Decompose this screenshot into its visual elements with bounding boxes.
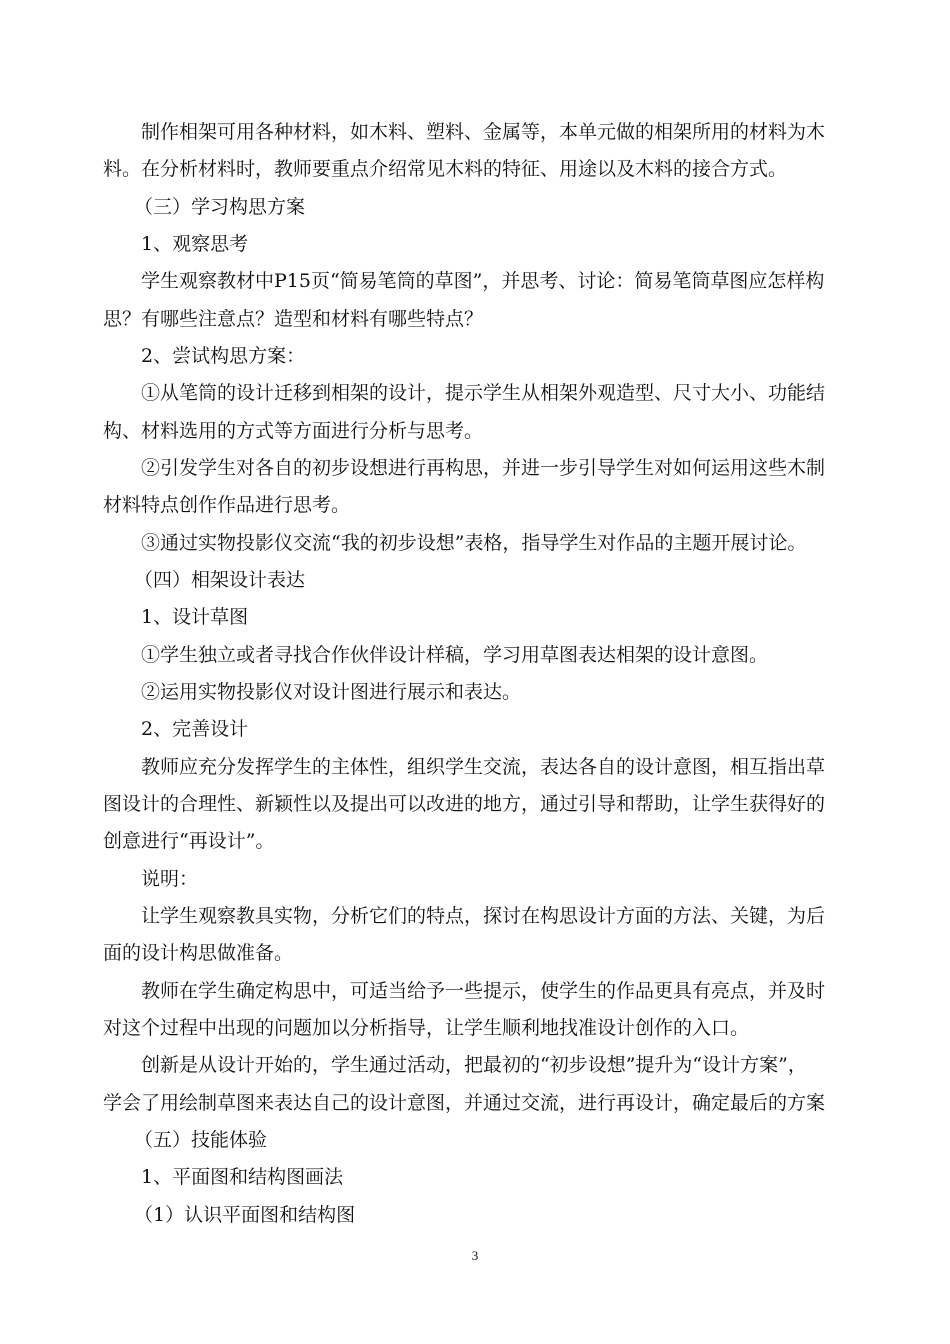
paragraph-line: ③通过实物投影仪交流“我的初步设想”表格，指导学生对作品的主题开展讨论。 — [141, 532, 807, 554]
paragraph-line: 教师应充分发挥学生的主体性，组织学生交流，表达各自的设计意图，相互指出草 — [141, 756, 826, 778]
note-label: 说明： — [141, 868, 199, 890]
paragraph-line: 材料特点创作作品进行思考。 — [103, 494, 351, 516]
section-heading: （四）相架设计表达 — [134, 569, 306, 591]
subheading: 2、完善设计 — [141, 718, 249, 740]
paragraph-line: 料。在分析材料时，教师要重点介绍常见木料的特征、用途以及木料的接合方式。 — [103, 158, 788, 180]
section-heading: （五）技能体验 — [134, 1129, 268, 1151]
paragraph-line: 构、材料选用的方式等方面进行分析与思考。 — [103, 420, 484, 442]
section-heading: （三）学习构思方案 — [134, 196, 306, 218]
paragraph-line: 创意进行“再设计”。 — [103, 830, 275, 852]
subheading: 2、尝试构思方案： — [141, 345, 306, 367]
paragraph-line: 学会了用绘制草图来表达自己的设计意图，并通过交流，进行再设计，确定最后的方案 — [103, 1092, 826, 1114]
paragraph-line: 制作相架可用各种材料，如木料、塑料、金属等，本单元做的相架所用的材料为木 — [141, 121, 826, 143]
paragraph-line: ②运用实物投影仪对设计图进行展示和表达。 — [141, 681, 522, 703]
paragraph-line: 对这个过程中出现的问题加以分析指导，让学生顺利地找准设计创作的入口。 — [103, 1017, 750, 1039]
paragraph-line: 创新是从设计开始的，学生通过活动，把最初的“初步设想”提升为“设计方案”， — [141, 1054, 807, 1076]
paragraph-line: ②引发学生对各自的初步设想进行再构思，并进一步引导学生对如何运用这些木制 — [141, 457, 826, 479]
paragraph-line: 教师在学生确定构思中，可适当给予一些提示，使学生的作品更具有亮点，并及时 — [141, 980, 826, 1002]
paragraph-line: ①从笔筒的设计迁移到相架的设计，提示学生从相架外观造型、尺寸大小、功能结 — [141, 382, 826, 404]
paragraph-line: 面的设计构思做准备。 — [103, 942, 294, 964]
page-number: 3 — [471, 1248, 479, 1263]
paragraph-line: 图设计的合理性、新颖性以及提出可以改进的地方，通过引导和帮助，让学生获得好的 — [103, 793, 826, 815]
subheading: （1）认识平面图和结构图 — [134, 1204, 356, 1226]
paragraph-line: 学生观察教材中P15页“简易笔筒的草图”，并思考、讨论：简易笔筒草图应怎样构 — [141, 270, 825, 292]
subheading: 1、设计草图 — [141, 606, 249, 628]
paragraph-line: 思？有哪些注意点？造型和材料有哪些特点？ — [103, 308, 484, 330]
subheading: 1、观察思考 — [141, 233, 249, 255]
paragraph-line: ①学生独立或者寻找合作伙伴设计样稿，学习用草图表达相架的设计意图。 — [141, 644, 769, 666]
paragraph-line: 让学生观察教具实物，分析它们的特点，探讨在构思设计方面的方法、关键，为后 — [141, 905, 826, 927]
subheading: 1、平面图和结构图画法 — [141, 1166, 344, 1188]
